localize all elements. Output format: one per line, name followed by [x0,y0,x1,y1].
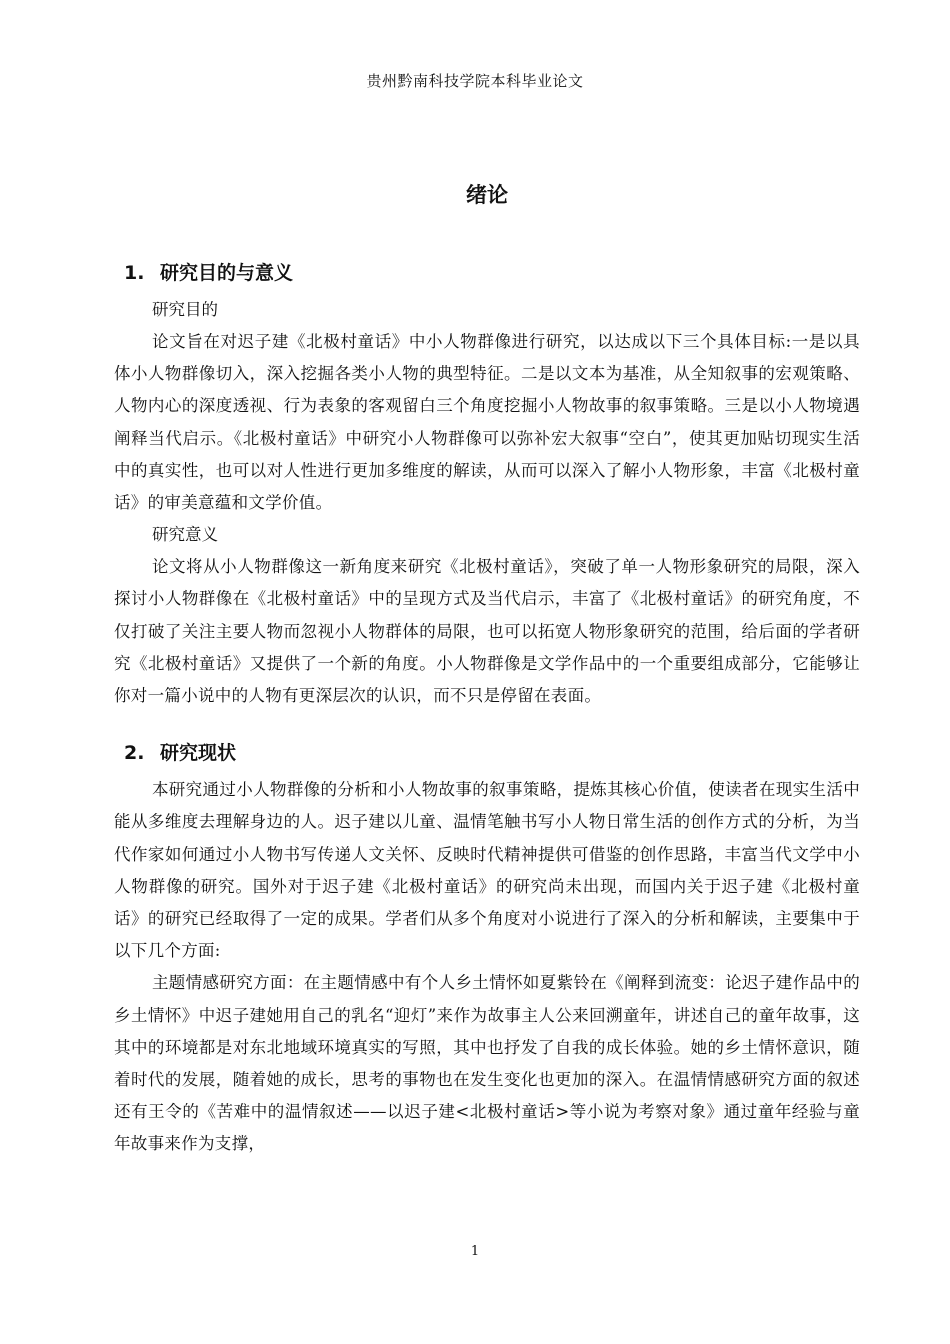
document-body [114,178,860,1161]
purpose-label: 研究目的 [151,300,218,319]
status-paragraph-1: 本研究通过小人物群像的分析和小人物故事的叙事策略，提炼其核心价值，使读者在现实生活中能从多维度去理解身边的人。迟子建以儿童、温情笔触书写小人物日常生活的创作方式的分析，为当代作家如何通过小人物书写传递人文关怀、反映时代精神提供可借鉴的创作思路，丰富当代文学中小人物群像的研究。国外对于迟子建《北极村童话》的研究尚未出现，而国内关于迟子建《北极村童话》的研究已经取得了一定的成果。学者们从多个角度对小说进行了深入的分析和解读，主要集中于以下几个方面: [114,780,860,961]
section-spacer [114,712,860,736]
significance-label: 研究意义 [151,525,218,545]
section-number-1: 1. [124,262,145,284]
section-number-2: 2. [124,742,145,765]
section-heading-2 [124,736,860,770]
purpose-paragraph: 论文旨在对迟子建《北极村童话》中小人物群像进行研究，以达成以下三个具体目标:一是以具体小人物群像切入，深入挖掘各类小人物的典型特征。二是以文本为基准，从全知叙事的宏观策略、人物内心的深度透视、行为表象的客观留白三个角度挖掘小人物故事的叙事策略。三是以小人物境遇阐释当代启示。《北极村童话》中研究小人物群像可以弥补宏大叙事“空白”，使其更加贴切现实生活中的真实性，也可以对人性进行更加多维度的解读，从而可以深入了解小人物形象，丰富《北极村童话》的审美意蕴和文学价值。 [114,332,860,513]
status-paragraph-2: 主题情感研究方面：在主题情感中有个人乡土情怀如夏紫铃在《阐释到流变：论迟子建作品中的乡土情怀》中迟子建她用自己的乳名“迎灯”来作为故事主人公来回溯童年，讲述自己的童年故事，这其中的环境都是对东北地域环境真实的写照，其中也抒发了自我的成长体验。她的乡土情怀意识，随着时代的发展，随着她的成长，思考的事物也在发生变化也更加的深入。在温情情感研究方面的叙述还有王令的《苦难中的温情叙述——以迟子建<北极村童话>等小说为考察对象》通过童年经验与童年故事来作为支撑， [114,973,860,1154]
page-number: 1 [470,1244,480,1259]
chapter-title: 绪论 [466,183,508,207]
section-title-2: 研究现状 [160,742,237,765]
significance-paragraph: 论文将从小人物群像这一新角度来研究《北极村童话》，突破了单一人物形象研究的局限，深入探讨小人物群像在《北极村童话》中的呈现方式及当代启示，丰富了《北极村童话》的研究角度，不仅打破了关注主要人物而忽视小人物群体的局限，也可以拓宽人物形象研究的范围，给后面的学者研究《北极村童话》又提供了一个新的角度。小人物群像是文学作品中的一个重要组成部分，它能够让你对一篇小说中的人物有更深层次的认识，而不只是停留在表面。 [114,557,860,706]
section-title-1: 研究目的与意义 [160,262,294,284]
running-header: 贵州黔南科技学院本科毕业论文 [366,72,584,90]
section-heading-1 [124,256,860,290]
